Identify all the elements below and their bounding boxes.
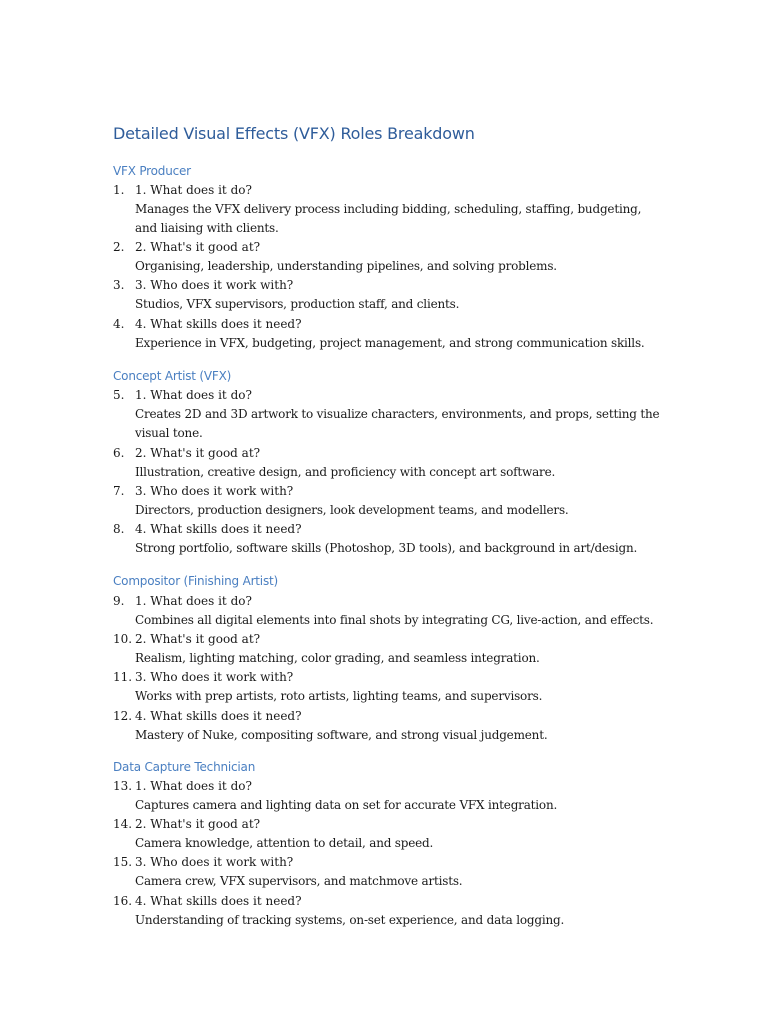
- list-item-number: 12.: [113, 709, 133, 723]
- list-item-question: 1. What does it do?: [135, 388, 252, 402]
- list-item-answer: Works with prep artists, roto artists, lighting teams, and supervisors.: [135, 689, 543, 703]
- list-item-question: 4. What skills does it need?: [135, 894, 302, 908]
- list-item-answer: Experience in VFX, budgeting, project management, and strong communication skills.: [135, 336, 645, 350]
- list-item-question: 4. What skills does it need?: [135, 522, 302, 536]
- list-item-answer: Directors, production designers, look development teams, and modellers.: [135, 503, 569, 517]
- list-item-question: 1. What does it do?: [135, 594, 252, 608]
- section-heading: Data Capture Technician: [113, 760, 256, 774]
- section-heading: VFX Producer: [113, 164, 191, 178]
- list-item-number: 13.: [113, 779, 133, 793]
- list-item-answer: Combines all digital elements into final shots by integrating CG, live-action, and effects.: [135, 613, 654, 627]
- list-item-answer: Illustration, creative design, and proficiency with concept art software.: [135, 465, 556, 479]
- section-heading: Compositor (Finishing Artist): [113, 574, 278, 588]
- list-item-question: 4. What skills does it need?: [135, 317, 302, 331]
- list-item-number: 6.: [113, 446, 125, 460]
- list-item-question: 2. What's it good at?: [135, 632, 261, 646]
- list-item-number: 4.: [113, 317, 125, 331]
- list-item-question: 2. What's it good at?: [135, 817, 261, 831]
- list-item-question: 3. Who does it work with?: [135, 278, 294, 292]
- list-item-answer: Realism, lighting matching, color grading, and seamless integration.: [135, 651, 540, 665]
- list-item-question: 3. Who does it work with?: [135, 484, 294, 498]
- list-item-answer: Strong portfolio, software skills (Photoshop, 3D tools), and background in art/design.: [135, 541, 638, 555]
- list-item-answer: Mastery of Nuke, compositing software, and strong visual judgement.: [135, 728, 548, 742]
- list-item-question: 3. Who does it work with?: [135, 855, 294, 869]
- list-item-question: 2. What's it good at?: [135, 240, 261, 254]
- list-item-question: 3. Who does it work with?: [135, 670, 294, 684]
- list-item-number: 11.: [113, 670, 133, 684]
- list-item-answer: Organising, leadership, understanding pipelines, and solving problems.: [135, 259, 557, 273]
- list-item-number: 14.: [113, 817, 133, 831]
- list-item-answer: Camera crew, VFX supervisors, and matchmove artists.: [135, 874, 463, 888]
- list-item-question: 1. What does it do?: [135, 779, 252, 793]
- list-item-answer: Manages the VFX delivery process including bidding, scheduling, staffing, budgeting, and liaising with clients.: [135, 202, 642, 235]
- list-item-number: 1.: [113, 183, 125, 197]
- list-item-number: 10.: [113, 632, 133, 646]
- list-item-answer: Studios, VFX supervisors, production staff, and clients.: [135, 297, 460, 311]
- list-item-number: 2.: [113, 240, 125, 254]
- list-item-number: 7.: [113, 484, 125, 498]
- document-title: Detailed Visual Effects (VFX) Roles Breakdown: [113, 124, 475, 143]
- list-item-answer: Captures camera and lighting data on set for accurate VFX integration.: [135, 798, 558, 812]
- section-heading: Concept Artist (VFX): [113, 369, 232, 383]
- list-item-number: 15.: [113, 855, 133, 869]
- list-item-number: 8.: [113, 522, 125, 536]
- list-item-question: 2. What's it good at?: [135, 446, 261, 460]
- list-item-answer: Creates 2D and 3D artwork to visualize characters, environments, and props, setting the visual tone.: [135, 407, 660, 440]
- list-item-number: 9.: [113, 594, 125, 608]
- list-item-number: 3.: [113, 278, 125, 292]
- list-item-number: 16.: [113, 894, 133, 908]
- list-item-question: 1. What does it do?: [135, 183, 252, 197]
- list-item-number: 5.: [113, 388, 125, 402]
- list-item-question: 4. What skills does it need?: [135, 709, 302, 723]
- list-item-answer: Camera knowledge, attention to detail, and speed.: [135, 836, 434, 850]
- list-item-answer: Understanding of tracking systems, on-set experience, and data logging.: [135, 913, 565, 927]
